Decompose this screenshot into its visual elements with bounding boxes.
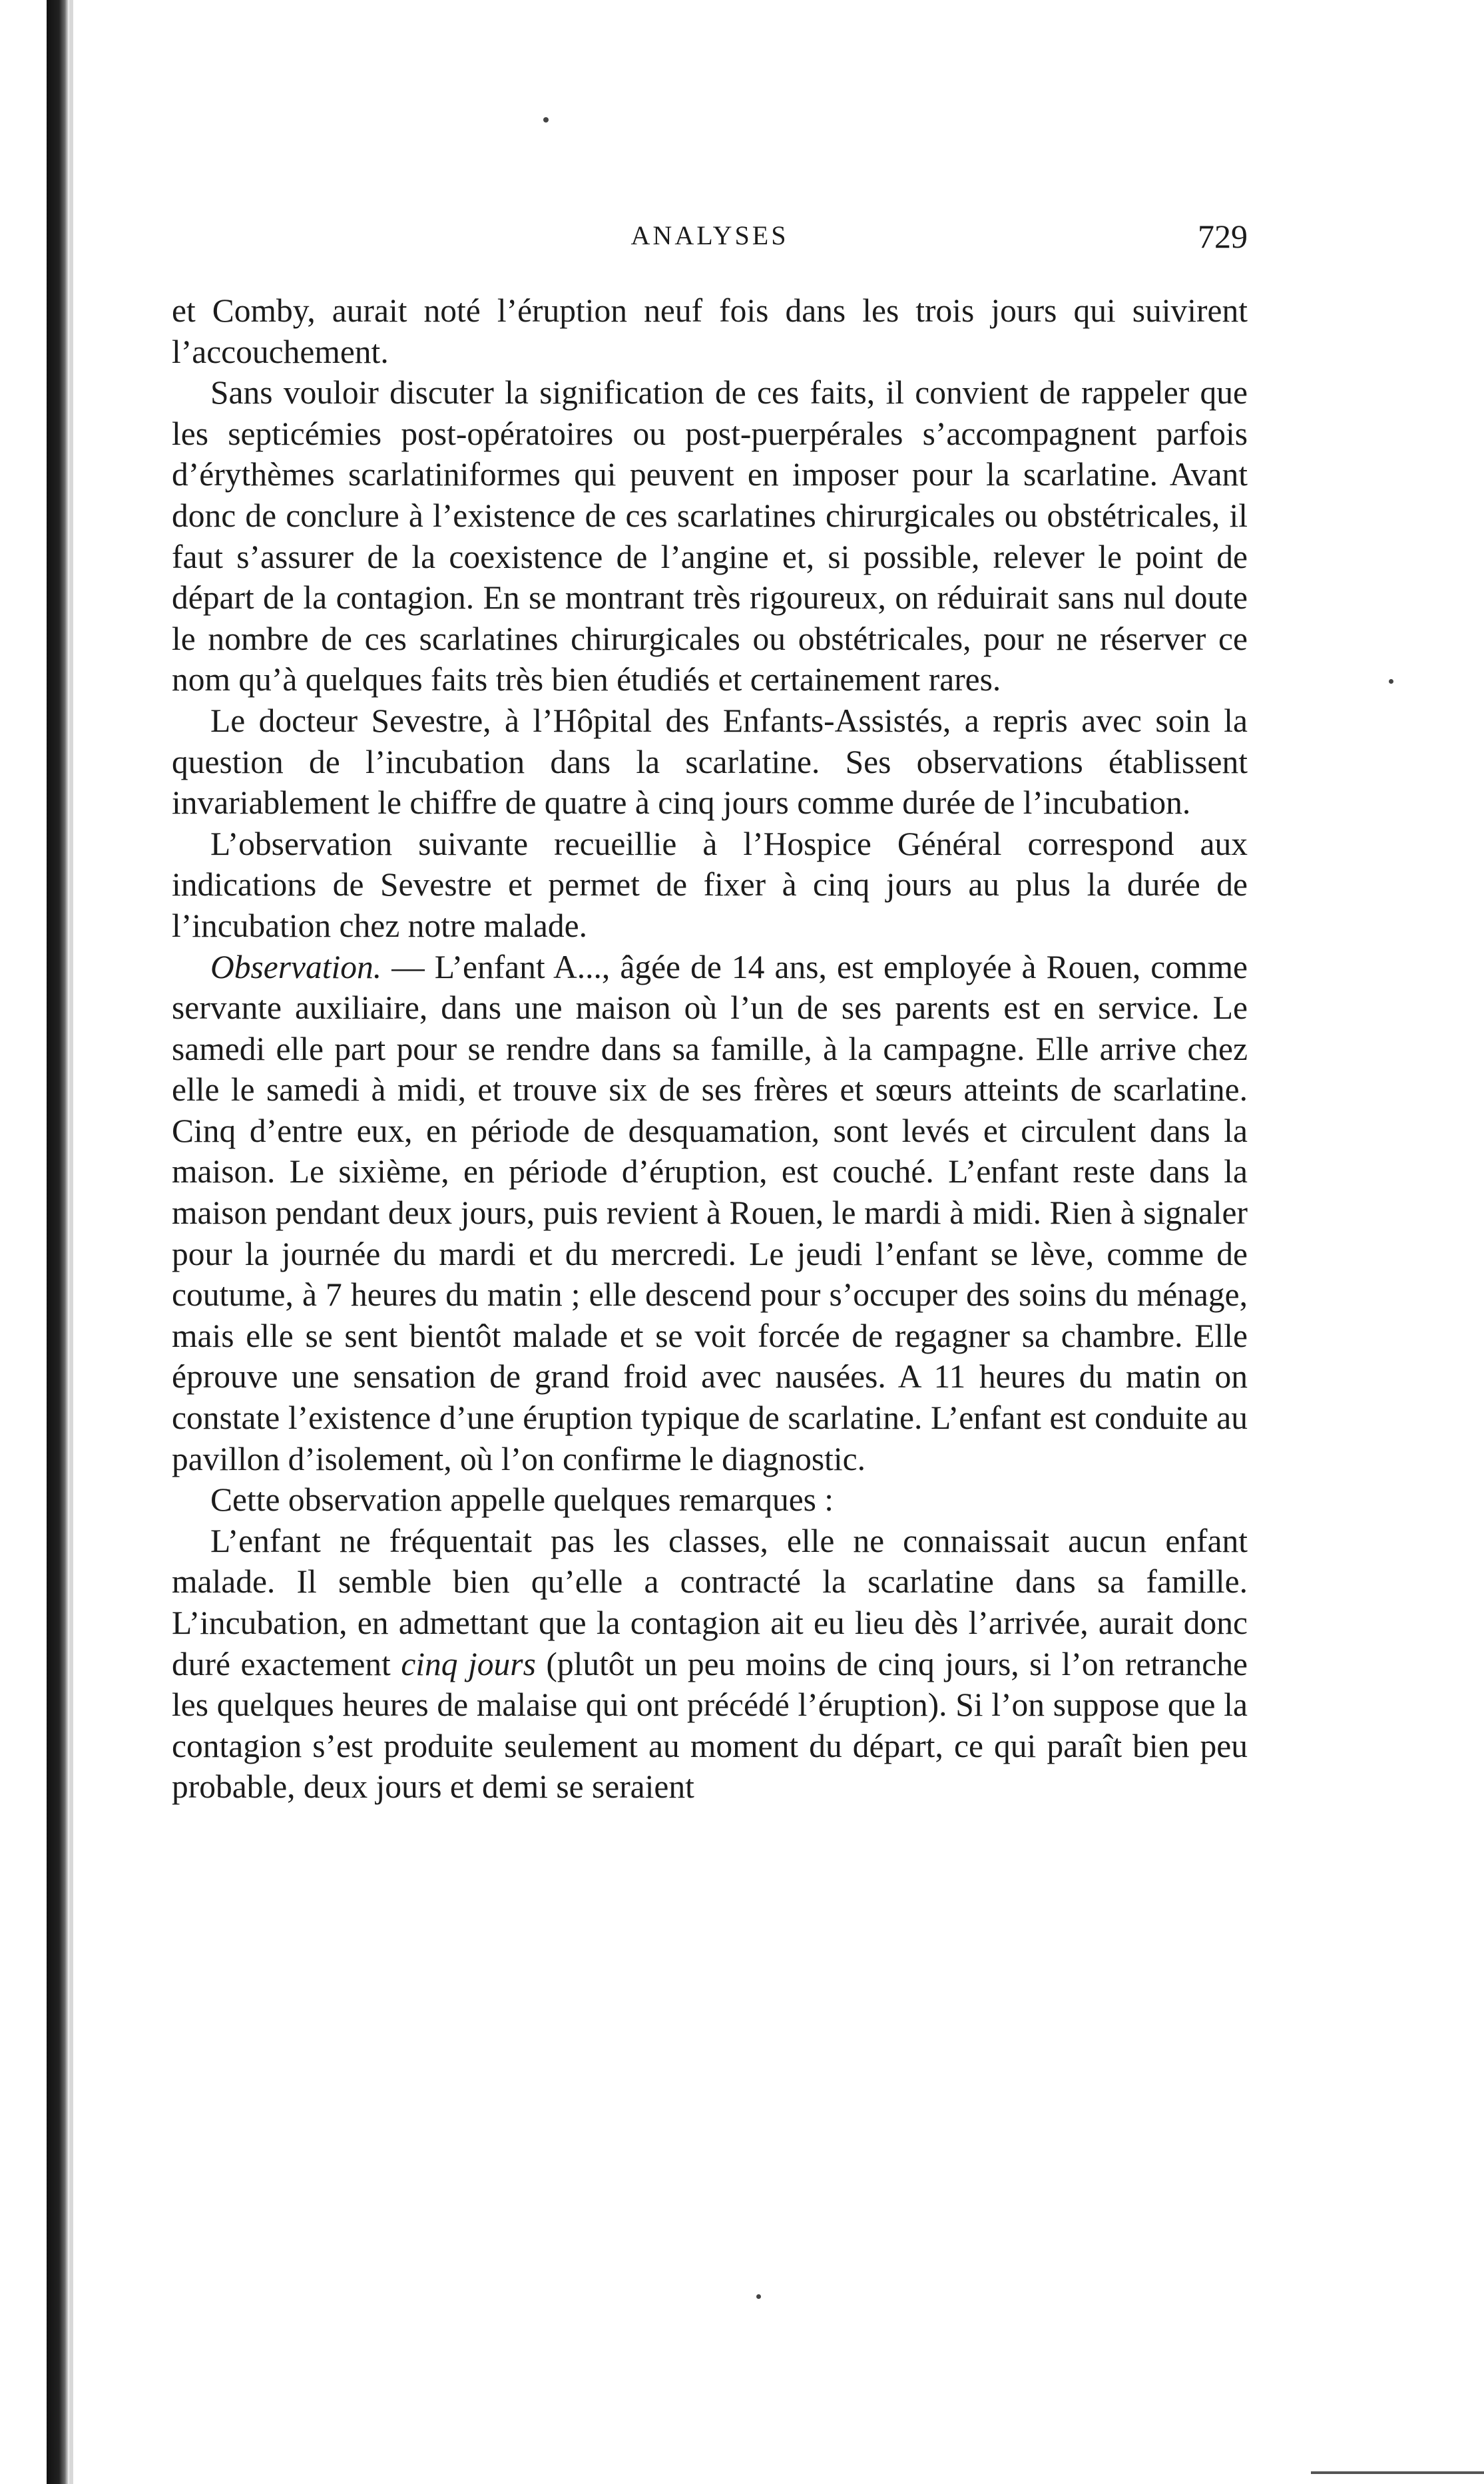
observation-label: Observation. bbox=[210, 948, 382, 985]
final-text-after: (plutôt un peu moins de cinq jours, si l’on retranche les quelques heures de malaise qui ont précédé l’éruption). Si l’on suppose que la contagion s’est produite seulement au moment du départ, ce qui paraît bien peu probable, deux jours et demi se seraient bbox=[172, 1645, 1248, 1806]
paragraph-final bbox=[172, 1521, 1248, 1808]
running-title: ANALYSES bbox=[630, 220, 789, 250]
paragraph-observation bbox=[172, 947, 1248, 1480]
paragraph-continuation: et Comby, aurait noté l’éruption neuf fois dans les trois jours qui suivirent l’accouchement. bbox=[172, 292, 1248, 370]
scan-speck bbox=[756, 2294, 761, 2299]
book-page bbox=[172, 220, 1248, 1808]
page-number: 729 bbox=[1198, 218, 1248, 255]
footer-rule bbox=[1311, 2471, 1484, 2474]
observation-text: — L’enfant A..., âgée de 14 ans, est employée à Rouen, comme servante auxiliaire, dans une maison où l’un de ses parents est en service. Le samedi elle part pour se rendre dans sa famille, à la campagne. Elle arrive chez elle le samedi à midi, et trouve six de ses frères et sœurs atteints de scarlatine. Cinq d’entre eux, en période de desquamation, sont levés et circulent dans la maison. Le sixième, en période d’éruption, est couché. L’enfant reste dans la maison pendant deux jours, puis revient à Rouen, le mardi à midi. Rien à signaler pour la journée du mardi et du mercredi. Le jeudi l’enfant se lève, comme de coutume, à 7 heures du matin ; elle descend pour s’occuper des soins du ménage, mais elle se sent bientôt malade et se voit forcée de regagner sa chambre. Elle éprouve une sensation de grand froid avec nausées. A 11 heures du matin on constate l’existence d’une éruption typique de scarlatine. L’enfant est conduite au pavillon d’isolement, où l’on confirme le diagnostic. bbox=[172, 948, 1248, 1477]
binding-edge bbox=[47, 0, 69, 2484]
final-text-before: L’enfant ne fréquentait pas les classes, elle ne connaissait aucun enfant malade. Il semble bien qu’elle a contracté la scarlatine dans sa famille. L’incubation, en admettant que la contagion ait eu lieu dès l’arrivée, aurait donc duré exactement bbox=[172, 1522, 1248, 1682]
body-text bbox=[172, 290, 1248, 1808]
paragraph-sevestre: Le docteur Sevestre, à l’Hôpital des Enfants-Assistés, a repris avec soin la question de l’incubation dans la scarlatine. Ses observations établissent invariablement le chiffre de quatre à cinq jours comme durée de l’incubation. bbox=[172, 702, 1248, 822]
paragraph-remark-intro: Cette observation appelle quelques remarques : bbox=[210, 1481, 834, 1519]
paragraph-septicemies: Sans vouloir discuter la signification de ces faits, il convient de rappeler que les septicémies post-opératoires ou post-puerpérales s’accompagnent parfois d’érythèmes scarlatiniformes qui peuvent en imposer pour la scarlatine. Avant donc de conclure à l’existence de ces scarlatines chirurgicales ou obstétricales, il faut s’assurer de la coexistence de l’angine et, si possible, relever le point de départ de la contagion. En se montrant très rigoureux, on réduirait sans nul doute le nombre de ces scarlatines chirurgicales ou obstétricales, pour ne réserver ce nom qu’à quelques faits très bien étudiés et certainement rares. bbox=[172, 374, 1248, 698]
paragraph-observation-intro: L’observation suivante recueillie à l’Hospice Général correspond aux indications de Sevestre et permet de fixer à cinq jours au plus la durée de l’incubation chez notre malade. bbox=[172, 825, 1248, 944]
scan-speck bbox=[543, 117, 549, 123]
binding-shadow bbox=[69, 0, 73, 2484]
final-emphasis: cinq jours bbox=[401, 1645, 536, 1682]
scan-speck bbox=[1389, 679, 1393, 684]
running-head bbox=[172, 220, 1248, 266]
